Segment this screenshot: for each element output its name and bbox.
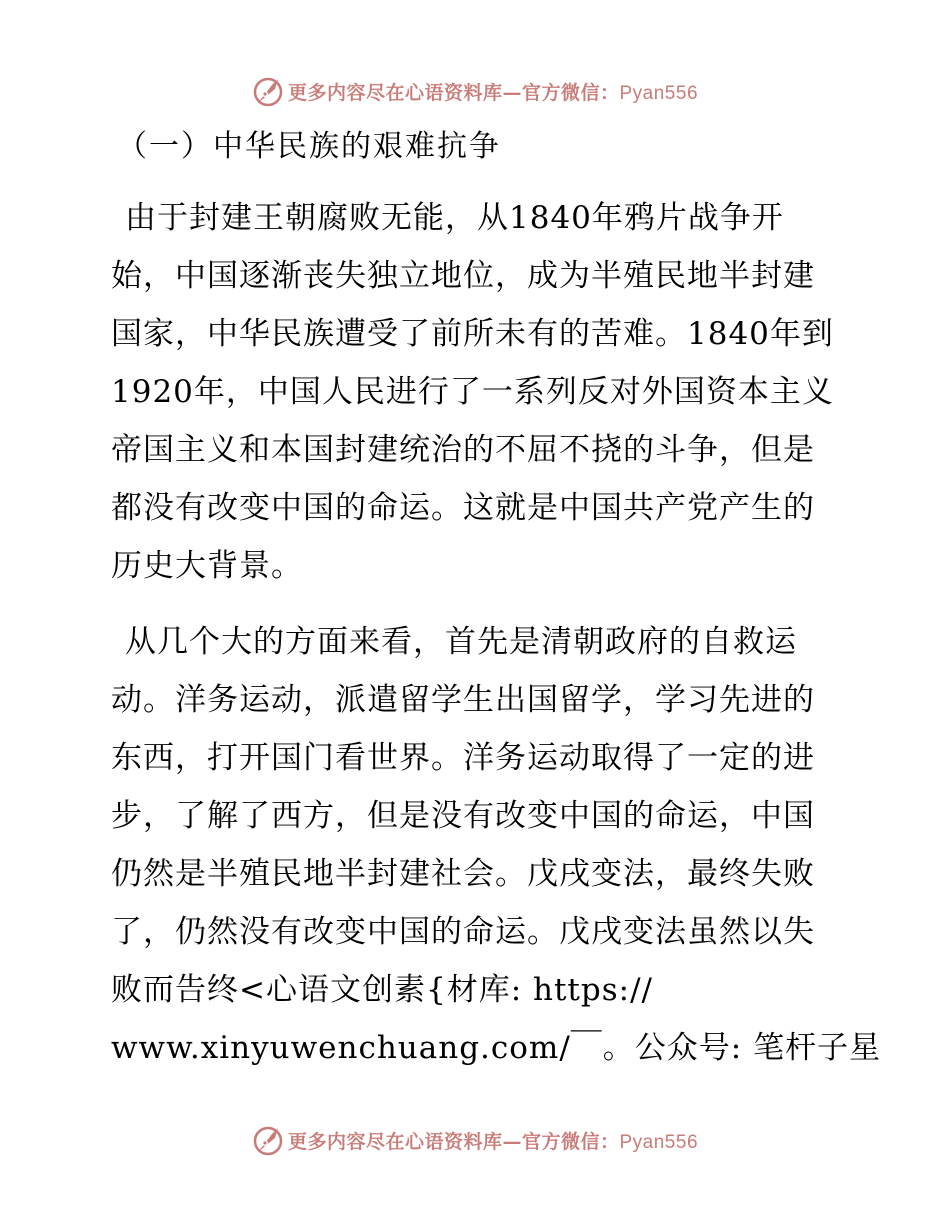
header-watermark bbox=[0, 71, 950, 111]
text-line: 败而告终<心语文创素{材库: https:// bbox=[111, 972, 653, 1008]
watermark-wechat-id: Pyan556 bbox=[619, 82, 699, 104]
text-line: 由于封建王朝腐败无能，从1840年鸦片战争开 bbox=[125, 200, 784, 236]
text-line: 从几个大的方面来看，首先是清朝政府的自救运 bbox=[125, 624, 797, 660]
text-line: 历史大背景。 bbox=[111, 548, 303, 584]
text-line: 仍然是半殖民地半封建社会。戊戌变法，最终失败 bbox=[111, 856, 815, 892]
watermark-text-cn: 更多内容尽在心语资料库—官方微信： bbox=[287, 1130, 620, 1153]
text-line: 动。洋务运动，派遣留学生出国留学，学习先进的 bbox=[111, 682, 815, 718]
paragraph-2 bbox=[97, 613, 882, 1077]
text-line: 帝国主义和本国封建统治的不屈不挠的斗争，但是 bbox=[111, 432, 815, 468]
watermark-text bbox=[288, 1127, 698, 1154]
text-line: 1920年，中国人民进行了一系列反对外国资本主义 bbox=[111, 374, 834, 410]
text-line: 步，了解了西方，但是没有改变中国的命运，中国 bbox=[111, 798, 815, 834]
watermark-group bbox=[252, 75, 698, 107]
paragraph-1 bbox=[97, 189, 857, 595]
quill-logo-icon bbox=[252, 1124, 284, 1156]
text-line: 国家，中华民族遭受了前所未有的苦难。1840年到 bbox=[111, 316, 834, 352]
text-line: 了，仍然没有改变中国的命运。戊戌变法虽然以失 bbox=[111, 914, 815, 950]
text-line: 东西，打开国门看世界。洋务运动取得了一定的进 bbox=[111, 740, 815, 776]
watermark-wechat-id: Pyan556 bbox=[619, 1131, 699, 1153]
watermark-text bbox=[288, 78, 698, 105]
document-body bbox=[97, 118, 882, 1095]
section-heading: （一）中华民族的艰难抗争 bbox=[117, 129, 501, 164]
footer-watermark bbox=[0, 1120, 950, 1160]
text-line: www.xinyuwenchuang.com/￣。公众号: 笔杆子星 bbox=[111, 1030, 882, 1066]
text-line: 始，中国逐渐丧失独立地位，成为半殖民地半封建 bbox=[111, 258, 815, 294]
watermark-group bbox=[252, 1124, 698, 1156]
text-line: 都没有改变中国的命运。这就是中国共产党产生的 bbox=[111, 490, 815, 526]
quill-logo-icon bbox=[252, 75, 284, 107]
watermark-text-cn: 更多内容尽在心语资料库—官方微信： bbox=[287, 81, 620, 104]
